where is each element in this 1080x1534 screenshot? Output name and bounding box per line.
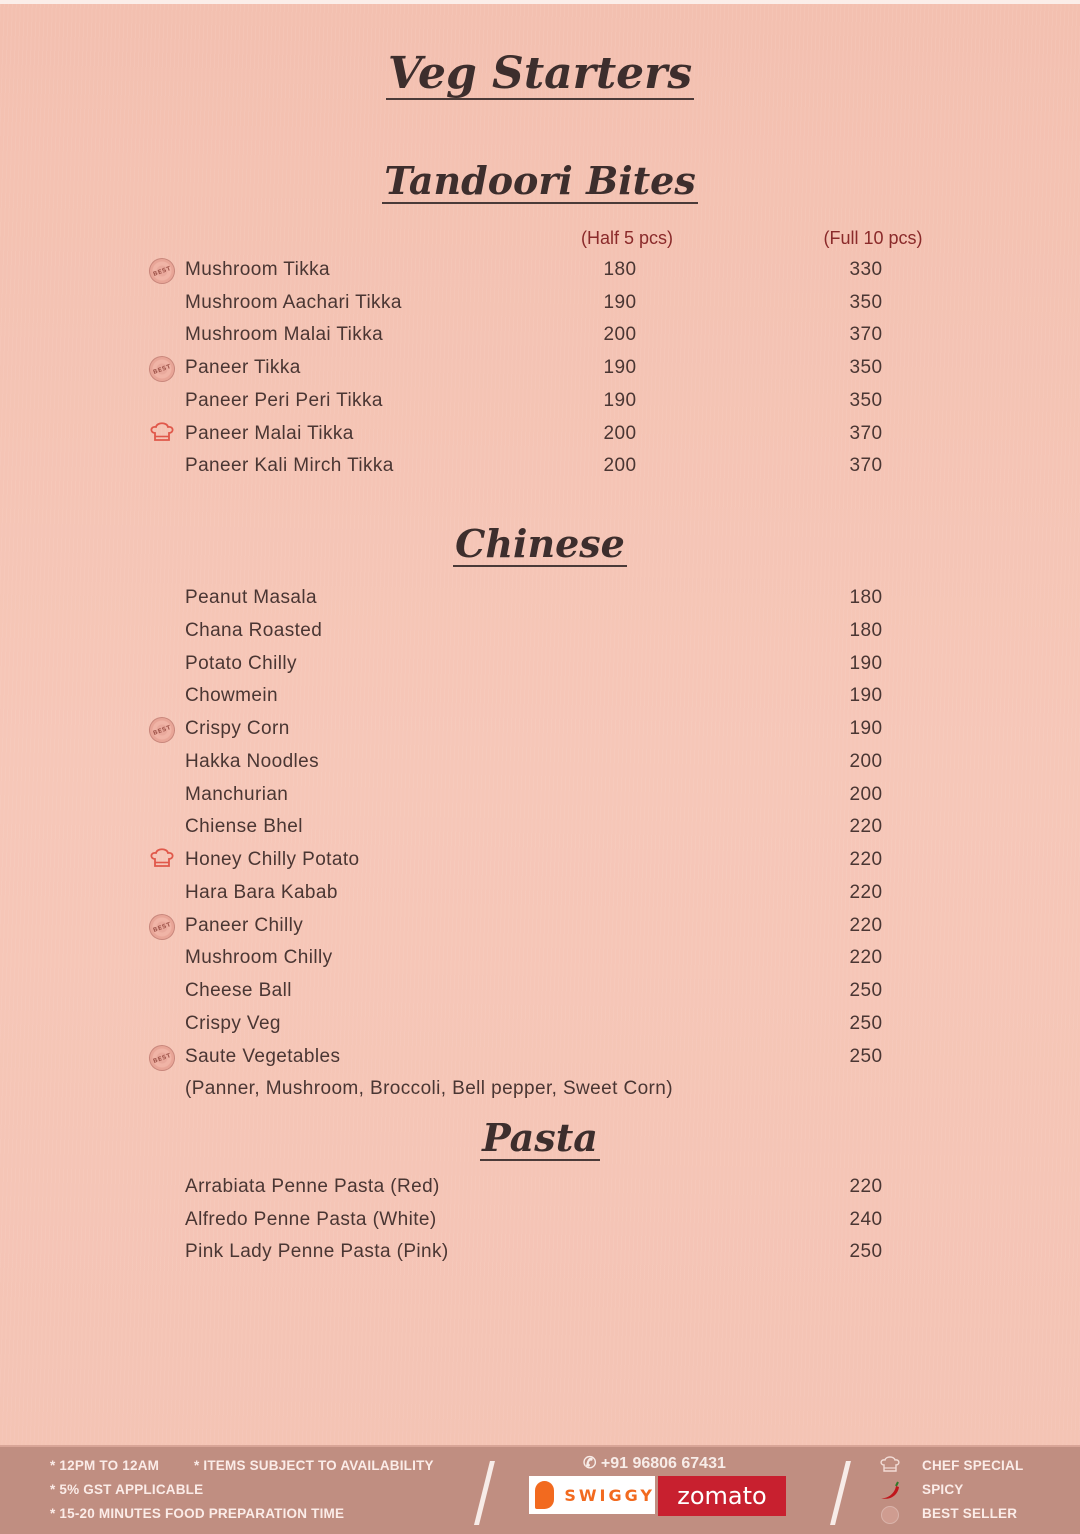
menu-item [0,915,1080,948]
legend-spicy: SPICY [922,1482,964,1497]
chili-icon [878,1481,902,1501]
item-price: 240 [849,1208,883,1230]
swiggy-logo[interactable]: SWIGGY [529,1476,655,1514]
top-edge [0,0,1080,4]
price-full: 350 [849,357,883,379]
phone-number[interactable]: ✆ +91 96806 67431 [583,1455,726,1472]
menu-item [0,324,1080,357]
item-note [0,1078,1080,1111]
menu-item [0,587,1080,620]
item-price: 200 [849,750,883,772]
menu-item [0,980,1080,1013]
menu-item [0,1013,1080,1046]
item-name: Chana Roasted [185,619,323,641]
item-name: Hara Bara Kabab [185,881,338,903]
price-full: 330 [849,259,883,280]
column-header-full: (Full 10 pcs) [823,228,923,248]
menu-item [0,784,1080,817]
menu-item [0,357,1080,390]
item-name: Manchurian [185,783,289,805]
price-half: 200 [603,422,637,444]
item-price: 220 [849,1176,883,1197]
price-full: 370 [849,324,883,346]
phone-icon: ✆ [583,1455,597,1472]
item-price: 220 [849,816,883,838]
info-prep-time: * 15-20 MINUTES FOOD PREPARATION TIME [50,1506,345,1521]
item-price: 190 [849,718,883,739]
item-price: 180 [849,619,883,641]
item-name: Mushroom Chilly [185,947,333,969]
item-name: Mushroom Aachari Tikka [185,291,402,313]
item-name: Paneer Tikka [185,357,301,379]
best-seller-badge-icon: BEST [145,1041,178,1074]
menu-item [0,816,1080,849]
info-availability: * ITEMS SUBJECT TO AVAILABILITY [194,1458,434,1473]
item-name: Chowmein [185,685,278,707]
menu-item [0,653,1080,686]
item-name: Crispy Corn [185,718,290,739]
price-half: 200 [603,324,637,346]
best-seller-badge-icon: BEST [145,713,178,746]
menu-item [0,718,1080,751]
item-price: 180 [849,587,883,608]
menu-item [0,751,1080,784]
item-name: Potato Chilly [185,652,297,674]
menu-item [0,685,1080,718]
item-name: Pink Lady Penne Pasta (Pink) [185,1241,449,1263]
chef-hat-icon [149,422,175,448]
info-hours: * 12PM TO 12AM [50,1458,160,1473]
item-price: 190 [849,652,883,674]
menu-item [0,390,1080,423]
item-name: Chiense Bhel [185,816,303,838]
saute-vegetables-note: (Panner, Mushroom, Broccoli, Bell pepper, Sweet Corn) [185,1078,673,1099]
item-price: 220 [849,914,883,936]
item-price: 190 [849,685,883,707]
item-price: 220 [849,881,883,903]
best-seller-badge-icon [878,1505,902,1525]
item-name: Arrabiata Penne Pasta (Red) [185,1176,440,1197]
item-price: 220 [849,947,883,969]
price-full: 370 [849,455,883,477]
footer-bar [0,1445,1080,1534]
item-price: 250 [849,980,883,1001]
item-name: Paneer Kali Mirch Tikka [185,455,394,477]
item-name: Crispy Veg [185,1012,281,1034]
info-gst: * 5% GST APPLICABLE [50,1482,204,1497]
chef-hat-icon [878,1456,902,1476]
menu-item [0,882,1080,915]
section-title-pasta: Pasta [482,1115,598,1160]
price-half: 200 [603,455,637,477]
price-half: 190 [603,357,637,379]
price-full: 350 [849,389,883,411]
item-name: Cheese Ball [185,980,292,1001]
menu-item [0,423,1080,456]
price-half: 190 [603,291,637,313]
page-title: Veg Starters [387,48,693,99]
menu-item [0,1209,1080,1242]
zomato-logo[interactable]: zomato [658,1476,786,1516]
chef-hat-icon [149,848,175,874]
item-name: Honey Chilly Potato [185,849,360,870]
divider-slash [830,1461,851,1525]
legend-chef-special: CHEF SPECIAL [922,1458,1024,1473]
legend-best-seller: BEST SELLER [922,1506,1018,1521]
menu-item [0,620,1080,653]
item-name: Paneer Chilly [185,914,304,936]
item-name: Mushroom Malai Tikka [185,324,384,346]
menu-item [0,292,1080,325]
best-seller-badge-icon: BEST [145,352,178,385]
menu-item [0,1176,1080,1209]
item-price: 250 [849,1241,883,1263]
item-price: 220 [849,849,883,870]
price-half: 180 [603,259,637,280]
section-title-tandoori: Tandoori Bites [384,158,696,203]
item-price: 250 [849,1045,883,1067]
price-full: 370 [849,422,883,444]
item-name: Alfredo Penne Pasta (White) [185,1208,437,1230]
menu-item [0,1046,1080,1079]
item-price: 250 [849,1012,883,1034]
item-name: Mushroom Tikka [185,259,330,280]
price-half: 190 [603,389,637,411]
item-name: Hakka Noodles [185,750,320,772]
best-seller-badge-icon: BEST [145,254,178,287]
price-full: 350 [849,291,883,313]
menu-item [0,1241,1080,1274]
item-name: Paneer Peri Peri Tikka [185,389,383,411]
item-name: Saute Vegetables [185,1045,341,1067]
best-seller-badge-icon: BEST [145,910,178,943]
menu-item [0,849,1080,882]
column-header-half: (Half 5 pcs) [580,228,674,248]
menu-item [0,455,1080,488]
menu-item [0,259,1080,292]
swiggy-icon [535,1481,554,1509]
item-name: Peanut Masala [185,587,317,608]
menu-item [0,947,1080,980]
item-price: 200 [849,783,883,805]
divider-slash [474,1461,495,1525]
item-name: Paneer Malai Tikka [185,422,354,444]
section-title-chinese: Chinese [455,521,625,566]
